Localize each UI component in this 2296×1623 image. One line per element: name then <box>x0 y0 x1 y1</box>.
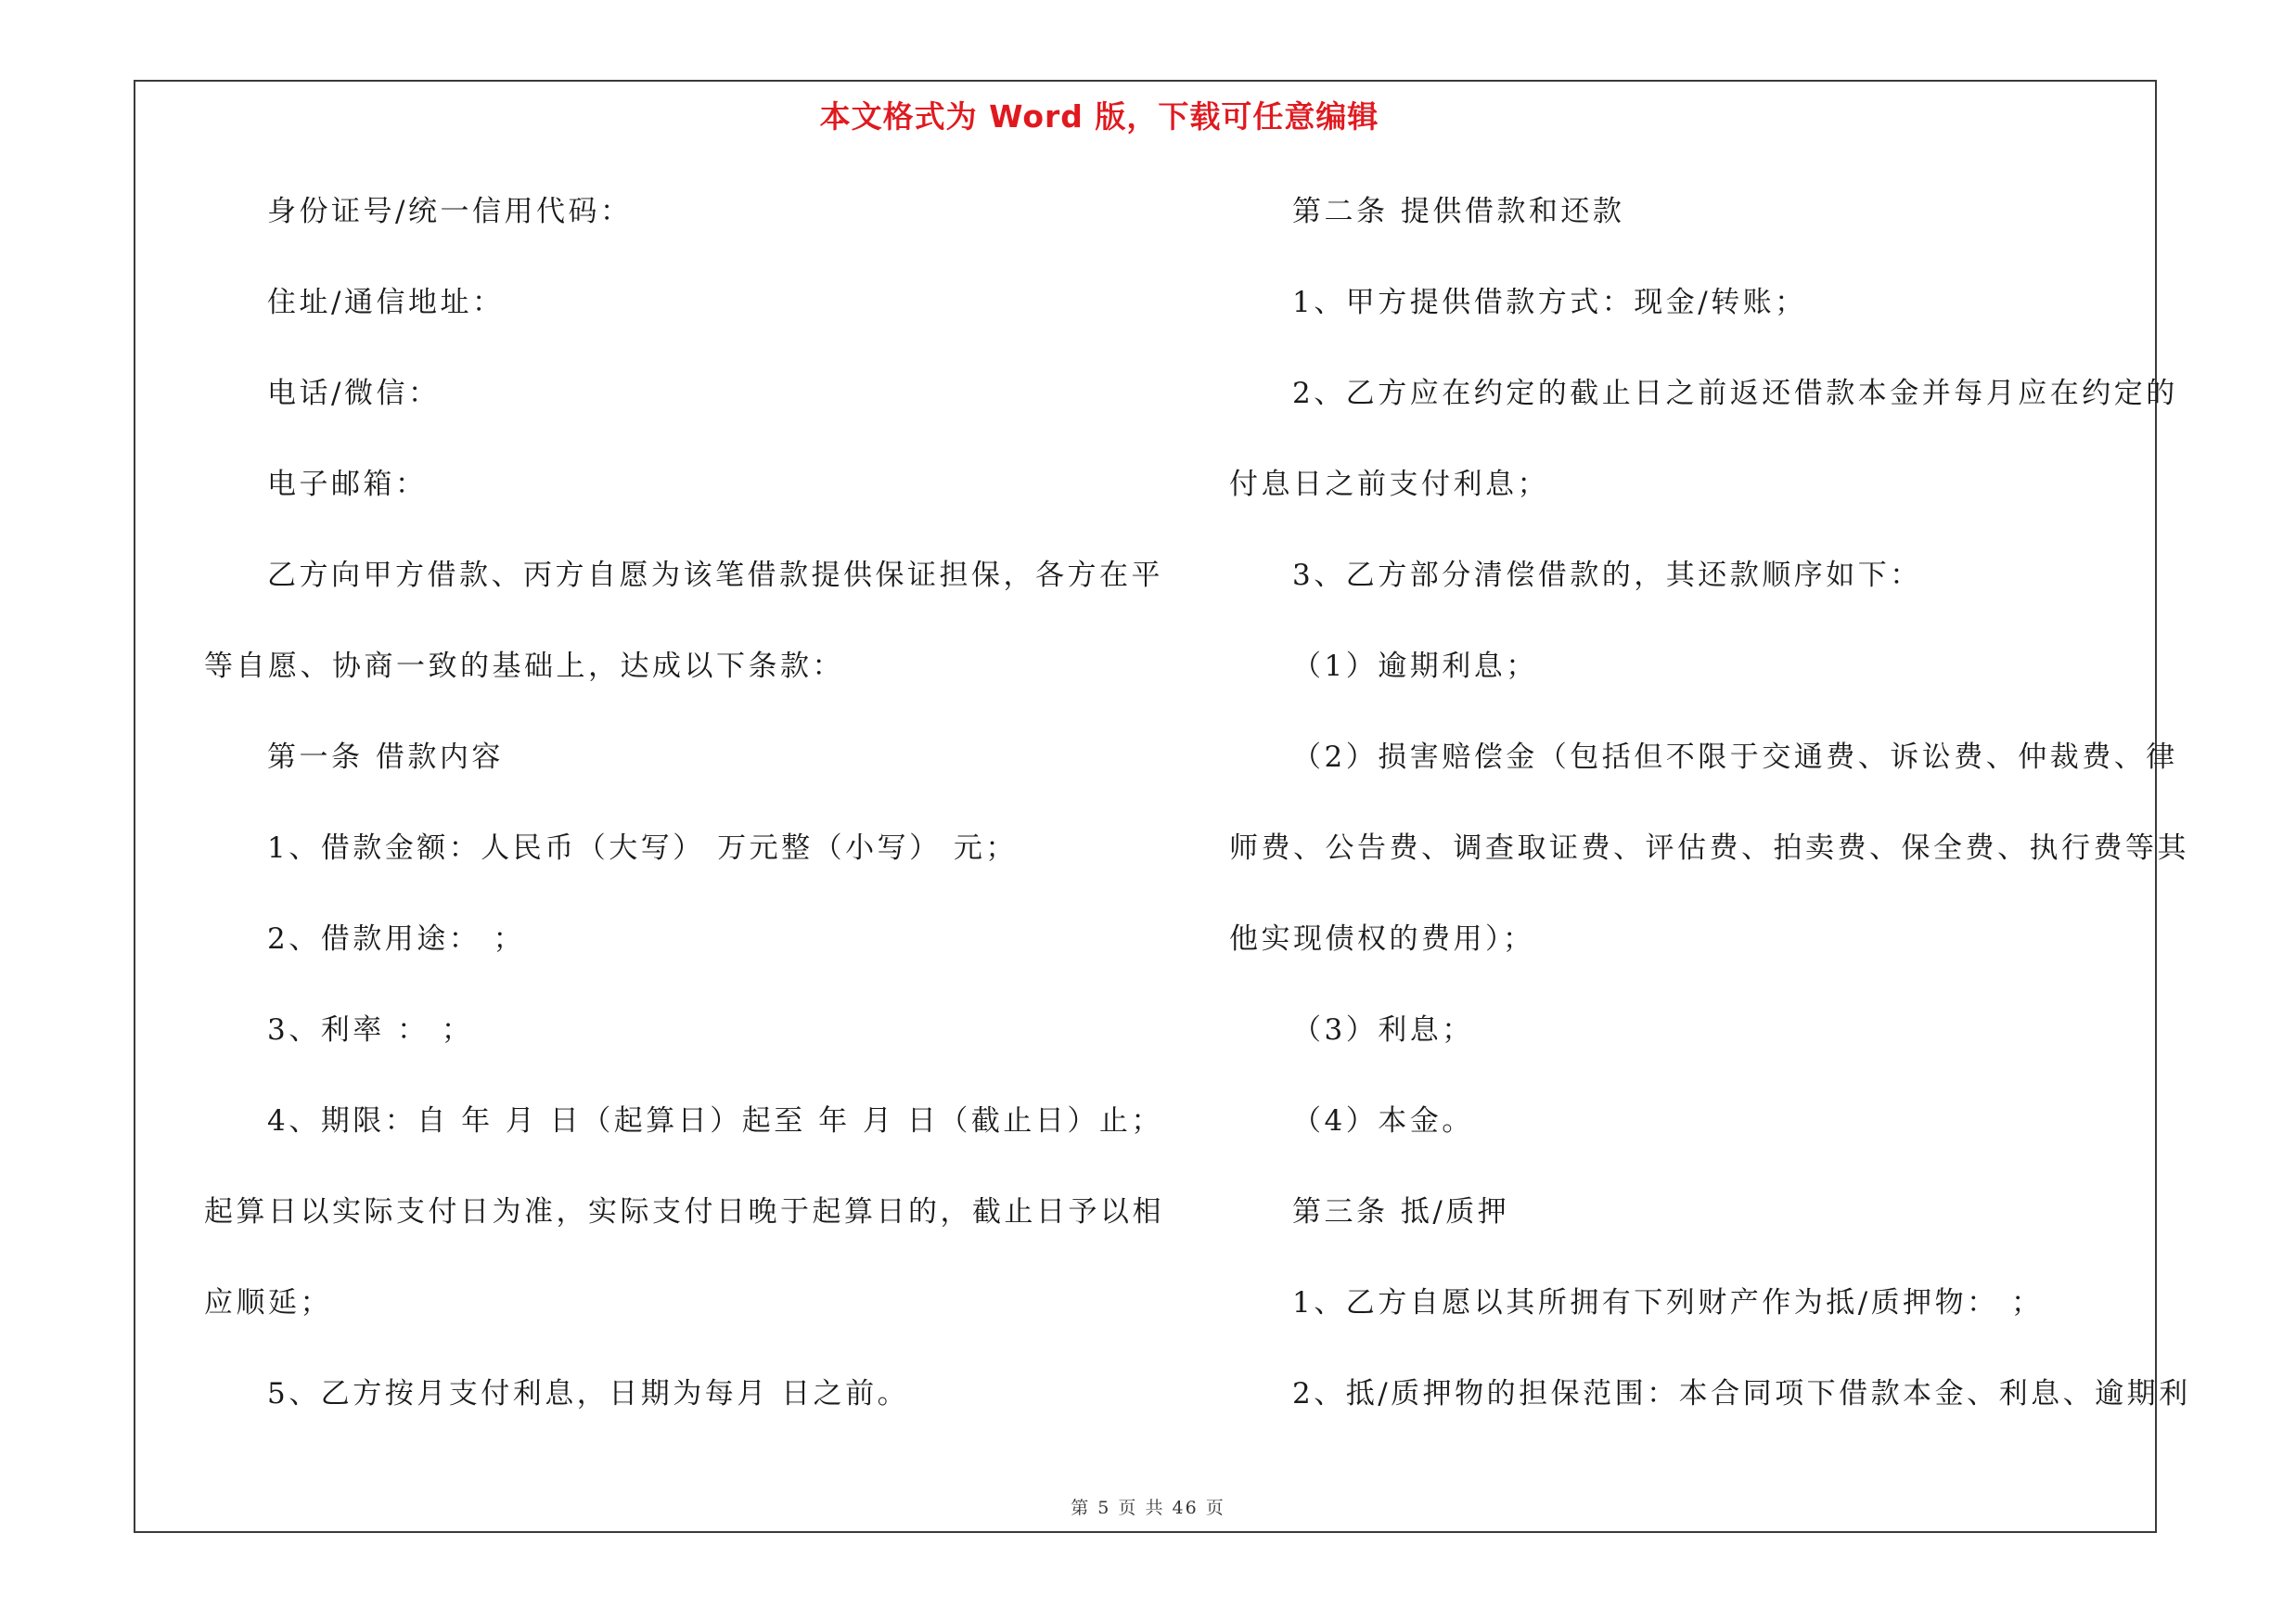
text-line: 3、乙方部分清偿借款的，其还款顺序如下： <box>1292 559 1922 592</box>
text-line: 电话/微信： <box>267 377 441 410</box>
text-line: （3）利息； <box>1292 1013 1474 1047</box>
text-line: 5、乙方按月支付利息，日期为每月 日之前。 <box>267 1377 910 1410</box>
text-line: 起算日以实际支付日为准，实际支付日晚于起算日的，截止日予以相 <box>204 1195 1164 1229</box>
text-line: 2、借款用途： ； <box>267 922 526 956</box>
format-notice-banner: 本文格式为 Word 版，下载可任意编辑 <box>819 98 1379 135</box>
text-line: 等自愿、协商一致的基础上，达成以下条款： <box>204 650 844 683</box>
text-line: 师费、公告费、调查取证费、评估费、拍卖费、保全费、执行费等其 <box>1229 831 2189 865</box>
text-line: 2、抵/质押物的担保范围：本合同项下借款本金、利息、逾期利 <box>1292 1377 2191 1410</box>
text-line: 1、甲方提供借款方式：现金/转账； <box>1292 286 1807 319</box>
text-line: 3、利率 ： ； <box>267 1013 474 1047</box>
text-line: 应顺延； <box>204 1286 332 1320</box>
text-line: 乙方向甲方借款、丙方自愿为该笔借款提供保证担保，各方在平 <box>267 559 1163 592</box>
text-line: 电子邮箱： <box>267 468 428 501</box>
section-heading: 第三条 抵/质押 <box>1292 1195 1510 1229</box>
section-heading: 第二条 提供借款和还款 <box>1292 195 1625 228</box>
text-line: （2）损害赔偿金（包括但不限于交通费、诉讼费、仲裁费、律 <box>1292 741 2178 774</box>
page-number: 第 5 页 共 46 页 <box>1071 1498 1225 1518</box>
text-line: 他实现债权的费用）； <box>1229 922 1535 956</box>
text-line: （1）逾期利息； <box>1292 650 1538 683</box>
text-line: 1、借款金额：人民币（大写） 万元整（小写） 元； <box>267 831 1018 865</box>
text-line: 身份证号/统一信用代码： <box>267 195 633 228</box>
text-line: （4）本金。 <box>1292 1104 1474 1138</box>
text-line: 4、期限：自 年 月 日（起算日）起至 年 月 日（截止日）止； <box>267 1104 1163 1138</box>
text-line: 付息日之前支付利息； <box>1229 468 1549 501</box>
section-heading: 第一条 借款内容 <box>267 741 504 774</box>
text-line: 1、乙方自愿以其所拥有下列财产作为抵/质押物： ； <box>1292 1286 2044 1320</box>
text-line: 住址/通信地址： <box>267 286 505 319</box>
text-line: 2、乙方应在约定的截止日之前返还借款本金并每月应在约定的 <box>1292 377 2178 410</box>
